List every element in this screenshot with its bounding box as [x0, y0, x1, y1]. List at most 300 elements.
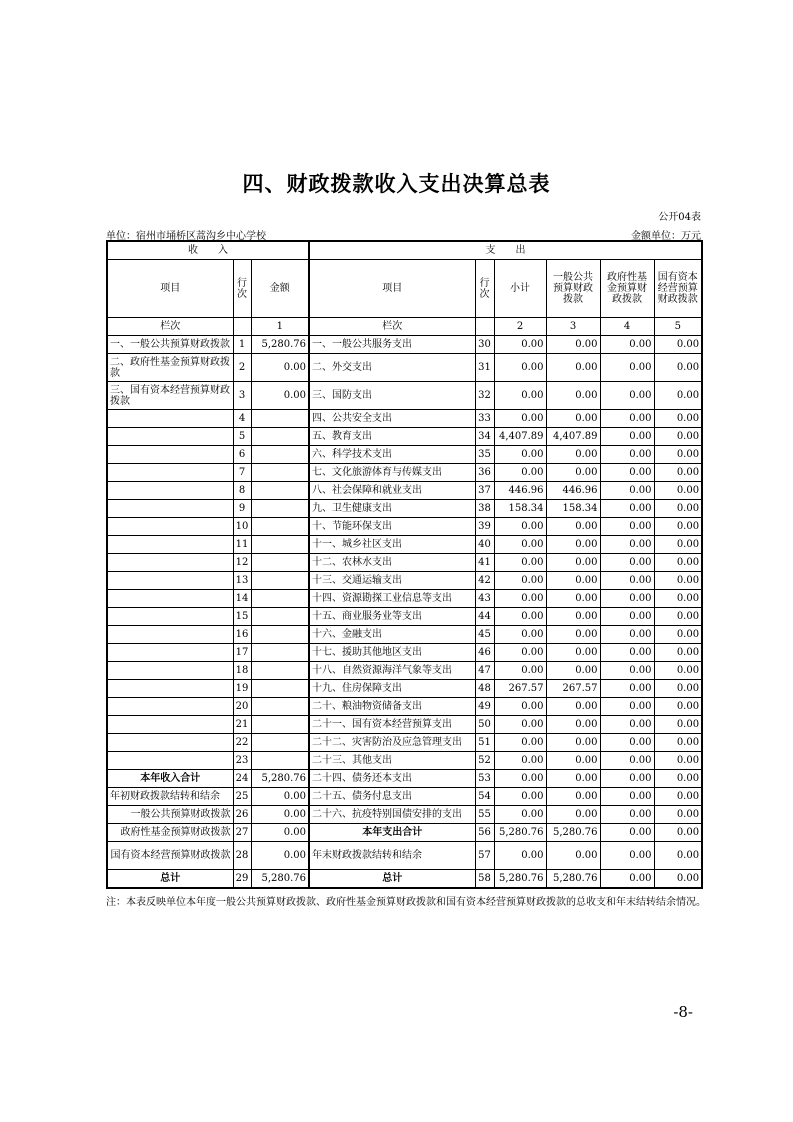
income-amount-cell [251, 410, 309, 428]
expense-item-cell: 六、科学技术支出 [309, 446, 475, 464]
expense-item-cell: 十九、住房保障支出 [309, 680, 475, 698]
income-line-cell: 27 [233, 824, 251, 842]
income-item-cell [107, 554, 233, 572]
expense-line-cell: 43 [475, 590, 494, 608]
income-header: 收 入 [107, 241, 309, 260]
state-capital-cell: 0.00 [654, 842, 702, 870]
table-row [107, 644, 702, 662]
state-capital-cell: 0.00 [654, 626, 702, 644]
income-line-cell: 21 [233, 716, 251, 734]
fund-budget-header: 政府性基金预算财政拨款 [600, 260, 654, 318]
expense-line-cell: 56 [475, 824, 494, 842]
general-budget-cell: 5,280.76 [546, 824, 600, 842]
income-item-cell [107, 590, 233, 608]
income-amount-cell [251, 608, 309, 626]
expense-line-cell: 58 [475, 870, 494, 889]
income-amount-cell [251, 446, 309, 464]
income-item-cell: 本年收入合计 [107, 770, 233, 788]
general-budget-cell: 0.00 [546, 354, 600, 382]
table-row [107, 770, 702, 788]
col-4: 4 [600, 318, 654, 336]
expense-line-cell: 33 [475, 410, 494, 428]
state-capital-cell: 0.00 [654, 644, 702, 662]
state-capital-cell: 0.00 [654, 788, 702, 806]
expense-item-cell: 八、社会保障和就业支出 [309, 482, 475, 500]
income-item-cell [107, 446, 233, 464]
income-line-cell: 4 [233, 410, 251, 428]
table-row [107, 608, 702, 626]
fund-budget-cell: 0.00 [600, 336, 654, 354]
income-amount-cell: 0.00 [251, 382, 309, 410]
state-capital-cell: 0.00 [654, 698, 702, 716]
expense-line-cell: 53 [475, 770, 494, 788]
income-amount-cell [251, 716, 309, 734]
income-line-cell: 26 [233, 806, 251, 824]
expense-line-cell: 38 [475, 500, 494, 518]
state-capital-cell: 0.00 [654, 590, 702, 608]
expense-item-cell: 十二、农林水支出 [309, 554, 475, 572]
income-item-cell [107, 518, 233, 536]
general-budget-cell: 0.00 [546, 752, 600, 770]
income-amount-cell [251, 680, 309, 698]
subtotal-cell: 0.00 [494, 536, 546, 554]
subtotal-cell: 0.00 [494, 752, 546, 770]
expense-line-cell: 44 [475, 608, 494, 626]
income-line-cell: 1 [233, 336, 251, 354]
expense-line-cell: 51 [475, 734, 494, 752]
income-amount-cell: 0.00 [251, 842, 309, 870]
expense-line-cell: 46 [475, 644, 494, 662]
general-budget-cell: 0.00 [546, 842, 600, 870]
fund-budget-cell: 0.00 [600, 554, 654, 572]
income-line-cell: 9 [233, 500, 251, 518]
general-budget-cell: 0.00 [546, 554, 600, 572]
subtotal-header: 小计 [494, 260, 546, 318]
expense-line-cell: 35 [475, 446, 494, 464]
expense-line-cell: 47 [475, 662, 494, 680]
expense-line-cell: 49 [475, 698, 494, 716]
general-budget-header: 一般公共预算财政拨款 [546, 260, 600, 318]
fund-budget-cell: 0.00 [600, 870, 654, 889]
income-item-cell [107, 644, 233, 662]
expense-item-cell: 十五、商业服务业等支出 [309, 608, 475, 626]
income-amount-cell [251, 662, 309, 680]
general-budget-cell: 5,280.76 [546, 870, 600, 889]
column-number-row [107, 318, 702, 336]
expense-line-cell: 42 [475, 572, 494, 590]
table-row [107, 806, 702, 824]
expense-line-cell: 40 [475, 536, 494, 554]
expense-item-cell: 二十一、国有资本经营预算支出 [309, 716, 475, 734]
expense-item-cell: 十七、援助其他地区支出 [309, 644, 475, 662]
col-label-2: 栏次 [309, 318, 475, 336]
expense-line-cell: 48 [475, 680, 494, 698]
state-capital-cell: 0.00 [654, 608, 702, 626]
income-amount-cell [251, 752, 309, 770]
general-budget-cell: 0.00 [546, 410, 600, 428]
fund-budget-cell: 0.00 [600, 770, 654, 788]
fund-budget-cell: 0.00 [600, 644, 654, 662]
income-line-cell: 20 [233, 698, 251, 716]
table-row [107, 336, 702, 354]
general-budget-cell: 158.34 [546, 500, 600, 518]
expense-item-cell: 本年支出合计 [309, 824, 475, 842]
income-item-cell: 三、国有资本经营预算财政拨款 [107, 382, 233, 410]
income-amount-cell [251, 698, 309, 716]
expense-line-cell: 41 [475, 554, 494, 572]
fund-budget-cell: 0.00 [600, 662, 654, 680]
subtotal-cell: 0.00 [494, 572, 546, 590]
income-item-cell: 政府性基金预算财政拨款 [107, 824, 233, 842]
income-line-header: 行次 [233, 260, 251, 318]
general-budget-cell: 4,407.89 [546, 428, 600, 446]
fund-budget-cell: 0.00 [600, 518, 654, 536]
income-amount-cell [251, 500, 309, 518]
fund-budget-cell: 0.00 [600, 572, 654, 590]
table-row [107, 824, 702, 842]
income-item-cell [107, 716, 233, 734]
income-line-cell: 18 [233, 662, 251, 680]
income-item-cell [107, 428, 233, 446]
income-item-cell: 二、政府性基金预算财政拨款 [107, 354, 233, 382]
expense-item-cell: 五、教育支出 [309, 428, 475, 446]
income-item-cell [107, 626, 233, 644]
income-line-cell: 17 [233, 644, 251, 662]
income-line-cell: 23 [233, 752, 251, 770]
subtotal-cell: 0.00 [494, 518, 546, 536]
income-line-cell: 24 [233, 770, 251, 788]
income-item-cell [107, 464, 233, 482]
subtotal-cell: 4,407.89 [494, 428, 546, 446]
general-budget-cell: 0.00 [546, 698, 600, 716]
fund-budget-cell: 0.00 [600, 698, 654, 716]
table-row [107, 626, 702, 644]
income-item-cell [107, 572, 233, 590]
subtotal-cell: 0.00 [494, 464, 546, 482]
general-budget-cell: 0.00 [546, 806, 600, 824]
income-line-cell: 29 [233, 870, 251, 889]
state-capital-cell: 0.00 [654, 824, 702, 842]
fund-budget-cell: 0.00 [600, 536, 654, 554]
expense-item-cell: 七、文化旅游体育与传媒支出 [309, 464, 475, 482]
general-budget-cell: 0.00 [546, 382, 600, 410]
general-budget-cell: 0.00 [546, 770, 600, 788]
income-item-cell: 总计 [107, 870, 233, 889]
state-capital-cell: 0.00 [654, 554, 702, 572]
subtotal-cell: 0.00 [494, 354, 546, 382]
state-capital-cell: 0.00 [654, 482, 702, 500]
subtotal-cell: 0.00 [494, 734, 546, 752]
expense-item-cell: 二十六、抗疫特别国债安排的支出 [309, 806, 475, 824]
subtotal-cell: 5,280.76 [494, 824, 546, 842]
fund-budget-cell: 0.00 [600, 410, 654, 428]
income-item-cell [107, 608, 233, 626]
table-row [107, 572, 702, 590]
income-item-cell [107, 734, 233, 752]
income-line-cell: 10 [233, 518, 251, 536]
general-budget-cell: 0.00 [546, 446, 600, 464]
table-row [107, 464, 702, 482]
income-item-cell: 年初财政拨款结转和结余 [107, 788, 233, 806]
income-line-cell: 13 [233, 572, 251, 590]
income-amount-cell [251, 536, 309, 554]
expense-item-cell: 一、一般公共服务支出 [309, 336, 475, 354]
state-capital-cell: 0.00 [654, 382, 702, 410]
state-capital-cell: 0.00 [654, 806, 702, 824]
subtotal-cell: 0.00 [494, 770, 546, 788]
state-capital-cell: 0.00 [654, 518, 702, 536]
income-line-cell: 12 [233, 554, 251, 572]
income-amount-cell: 0.00 [251, 788, 309, 806]
income-line-cell: 22 [233, 734, 251, 752]
subtotal-cell: 0.00 [494, 806, 546, 824]
table-row [107, 870, 702, 889]
table-row [107, 662, 702, 680]
general-budget-cell: 0.00 [546, 608, 600, 626]
income-amount-cell: 5,280.76 [251, 870, 309, 889]
income-amount-cell: 5,280.76 [251, 770, 309, 788]
subtotal-cell: 158.34 [494, 500, 546, 518]
expense-item-cell: 年末财政拨款结转和结余 [309, 842, 475, 870]
income-amount-cell [251, 572, 309, 590]
subtotal-cell: 0.00 [494, 608, 546, 626]
general-budget-cell: 0.00 [546, 734, 600, 752]
state-capital-cell: 0.00 [654, 336, 702, 354]
general-budget-cell: 0.00 [546, 590, 600, 608]
state-capital-cell: 0.00 [654, 716, 702, 734]
income-amount-cell: 5,280.76 [251, 336, 309, 354]
table-row [107, 518, 702, 536]
fund-budget-cell: 0.00 [600, 824, 654, 842]
expense-item-cell: 九、卫生健康支出 [309, 500, 475, 518]
form-code: 公开04表 [658, 212, 701, 223]
income-amount-cell: 0.00 [251, 824, 309, 842]
expense-line-cell: 30 [475, 336, 494, 354]
expense-item-cell: 二十二、灾害防治及应急管理支出 [309, 734, 475, 752]
expense-line-cell: 36 [475, 464, 494, 482]
income-amount-cell [251, 428, 309, 446]
income-item-cell: 一般公共预算财政拨款 [107, 806, 233, 824]
table-row [107, 752, 702, 770]
fund-budget-cell: 0.00 [600, 608, 654, 626]
table-row [107, 842, 702, 870]
income-item-cell [107, 662, 233, 680]
expense-item-cell: 二十五、债务付息支出 [309, 788, 475, 806]
expense-line-cell: 52 [475, 752, 494, 770]
state-capital-cell: 0.00 [654, 572, 702, 590]
fund-budget-cell: 0.00 [600, 500, 654, 518]
col-label: 栏次 [107, 318, 233, 336]
col-2: 2 [494, 318, 546, 336]
col-1: 1 [251, 318, 309, 336]
fund-budget-cell: 0.00 [600, 428, 654, 446]
expense-item-cell: 总计 [309, 870, 475, 889]
table-row [107, 716, 702, 734]
expense-line-cell: 57 [475, 842, 494, 870]
expense-item-cell: 三、国防支出 [309, 382, 475, 410]
subtotal-cell: 0.00 [494, 716, 546, 734]
income-line-cell: 7 [233, 464, 251, 482]
general-budget-cell: 0.00 [546, 644, 600, 662]
income-item-cell [107, 680, 233, 698]
fund-budget-cell: 0.00 [600, 382, 654, 410]
subtotal-cell: 0.00 [494, 410, 546, 428]
fund-budget-cell: 0.00 [600, 354, 654, 382]
expense-item-header: 项目 [309, 260, 475, 318]
income-amount-cell [251, 644, 309, 662]
col-5: 5 [654, 318, 702, 336]
fund-budget-cell: 0.00 [600, 788, 654, 806]
fund-budget-cell: 0.00 [600, 464, 654, 482]
expense-line-cell: 37 [475, 482, 494, 500]
amount-unit-label: 金额单位：万元 [631, 231, 701, 242]
general-budget-cell: 446.96 [546, 482, 600, 500]
income-line-cell: 11 [233, 536, 251, 554]
col-3: 3 [546, 318, 600, 336]
state-capital-cell: 0.00 [654, 410, 702, 428]
col-blank [233, 318, 251, 336]
income-amount-cell [251, 482, 309, 500]
header-row-2 [107, 260, 702, 318]
income-item-cell: 国有资本经营预算财政拨款 [107, 842, 233, 870]
income-line-cell: 16 [233, 626, 251, 644]
income-amount-cell: 0.00 [251, 354, 309, 382]
subtotal-cell: 0.00 [494, 336, 546, 354]
general-budget-cell: 0.00 [546, 716, 600, 734]
income-amount-cell [251, 518, 309, 536]
income-line-cell: 6 [233, 446, 251, 464]
fund-budget-cell: 0.00 [600, 752, 654, 770]
expense-line-cell: 45 [475, 626, 494, 644]
state-capital-cell: 0.00 [654, 752, 702, 770]
general-budget-cell: 0.00 [546, 788, 600, 806]
income-item-cell [107, 698, 233, 716]
expense-item-cell: 二十、粮油物资储备支出 [309, 698, 475, 716]
state-capital-cell: 0.00 [654, 428, 702, 446]
header-row-1 [107, 241, 702, 260]
expense-item-cell: 四、公共安全支出 [309, 410, 475, 428]
income-amount-cell [251, 554, 309, 572]
general-budget-cell: 0.00 [546, 662, 600, 680]
general-budget-cell: 0.00 [546, 336, 600, 354]
state-capital-cell: 0.00 [654, 680, 702, 698]
income-amount-cell [251, 734, 309, 752]
expense-item-cell: 二十四、债务还本支出 [309, 770, 475, 788]
income-line-cell: 28 [233, 842, 251, 870]
state-capital-header: 国有资本经营预算财政拨款 [654, 260, 702, 318]
table-row [107, 382, 702, 410]
income-amount-cell [251, 626, 309, 644]
subtotal-cell: 0.00 [494, 554, 546, 572]
state-capital-cell: 0.00 [654, 734, 702, 752]
income-line-cell: 19 [233, 680, 251, 698]
income-item-cell [107, 410, 233, 428]
income-item-header: 项目 [107, 260, 233, 318]
subtotal-cell: 0.00 [494, 446, 546, 464]
income-line-cell: 2 [233, 354, 251, 382]
page-number: -8- [673, 1003, 693, 1021]
income-amount-cell: 0.00 [251, 806, 309, 824]
general-budget-cell: 0.00 [546, 518, 600, 536]
expense-line-cell: 39 [475, 518, 494, 536]
subtotal-cell: 0.00 [494, 842, 546, 870]
income-line-cell: 14 [233, 590, 251, 608]
expense-item-cell: 二十三、其他支出 [309, 752, 475, 770]
table-row [107, 554, 702, 572]
income-item-cell [107, 752, 233, 770]
table-note: 注：本表反映单位本年度一般公共预算财政拨款、政府性基金预算财政拨款和国有资本经营预算财政拨款的总收支和年末结转结余情况。 [106, 897, 706, 908]
table-row [107, 536, 702, 554]
income-item-cell [107, 500, 233, 518]
fund-budget-cell: 0.00 [600, 590, 654, 608]
subtotal-cell: 446.96 [494, 482, 546, 500]
fund-budget-cell: 0.00 [600, 680, 654, 698]
fund-budget-cell: 0.00 [600, 842, 654, 870]
table-row [107, 590, 702, 608]
table-row [107, 446, 702, 464]
income-amount-header: 金额 [251, 260, 309, 318]
state-capital-cell: 0.00 [654, 662, 702, 680]
table-row [107, 788, 702, 806]
expense-line-cell: 31 [475, 354, 494, 382]
fund-budget-cell: 0.00 [600, 806, 654, 824]
income-line-cell: 3 [233, 382, 251, 410]
expense-line-cell: 32 [475, 382, 494, 410]
page-title: 四、财政拨款收入支出决算总表 [242, 171, 551, 196]
expense-item-cell: 十、节能环保支出 [309, 518, 475, 536]
expense-item-cell: 十六、金融支出 [309, 626, 475, 644]
expense-header: 支 出 [309, 241, 702, 260]
state-capital-cell: 0.00 [654, 354, 702, 382]
subtotal-cell: 0.00 [494, 698, 546, 716]
subtotal-cell: 5,280.76 [494, 870, 546, 889]
table-row [107, 734, 702, 752]
expense-item-cell: 十一、城乡社区支出 [309, 536, 475, 554]
income-line-cell: 5 [233, 428, 251, 446]
expense-line-cell: 54 [475, 788, 494, 806]
general-budget-cell: 0.00 [546, 464, 600, 482]
expense-item-cell: 二、外交支出 [309, 354, 475, 382]
subtotal-cell: 0.00 [494, 644, 546, 662]
state-capital-cell: 0.00 [654, 464, 702, 482]
fund-budget-cell: 0.00 [600, 626, 654, 644]
state-capital-cell: 0.00 [654, 500, 702, 518]
fund-budget-cell: 0.00 [600, 734, 654, 752]
table-row [107, 500, 702, 518]
table-row [107, 698, 702, 716]
subtotal-cell: 0.00 [494, 662, 546, 680]
fund-budget-cell: 0.00 [600, 482, 654, 500]
income-amount-cell [251, 590, 309, 608]
general-budget-cell: 0.00 [546, 572, 600, 590]
income-item-cell [107, 482, 233, 500]
expense-item-cell: 十八、自然资源海洋气象等支出 [309, 662, 475, 680]
state-capital-cell: 0.00 [654, 446, 702, 464]
fund-budget-cell: 0.00 [600, 446, 654, 464]
state-capital-cell: 0.00 [654, 536, 702, 554]
expense-line-header: 行次 [475, 260, 494, 318]
subtotal-cell: 0.00 [494, 382, 546, 410]
subtotal-cell: 0.00 [494, 590, 546, 608]
table-row [107, 410, 702, 428]
expense-item-cell: 十四、资源勘探工业信息等支出 [309, 590, 475, 608]
income-line-cell: 25 [233, 788, 251, 806]
income-line-cell: 8 [233, 482, 251, 500]
col-blank-2 [475, 318, 494, 336]
subtotal-cell: 0.00 [494, 788, 546, 806]
table-row [107, 482, 702, 500]
income-line-cell: 15 [233, 608, 251, 626]
